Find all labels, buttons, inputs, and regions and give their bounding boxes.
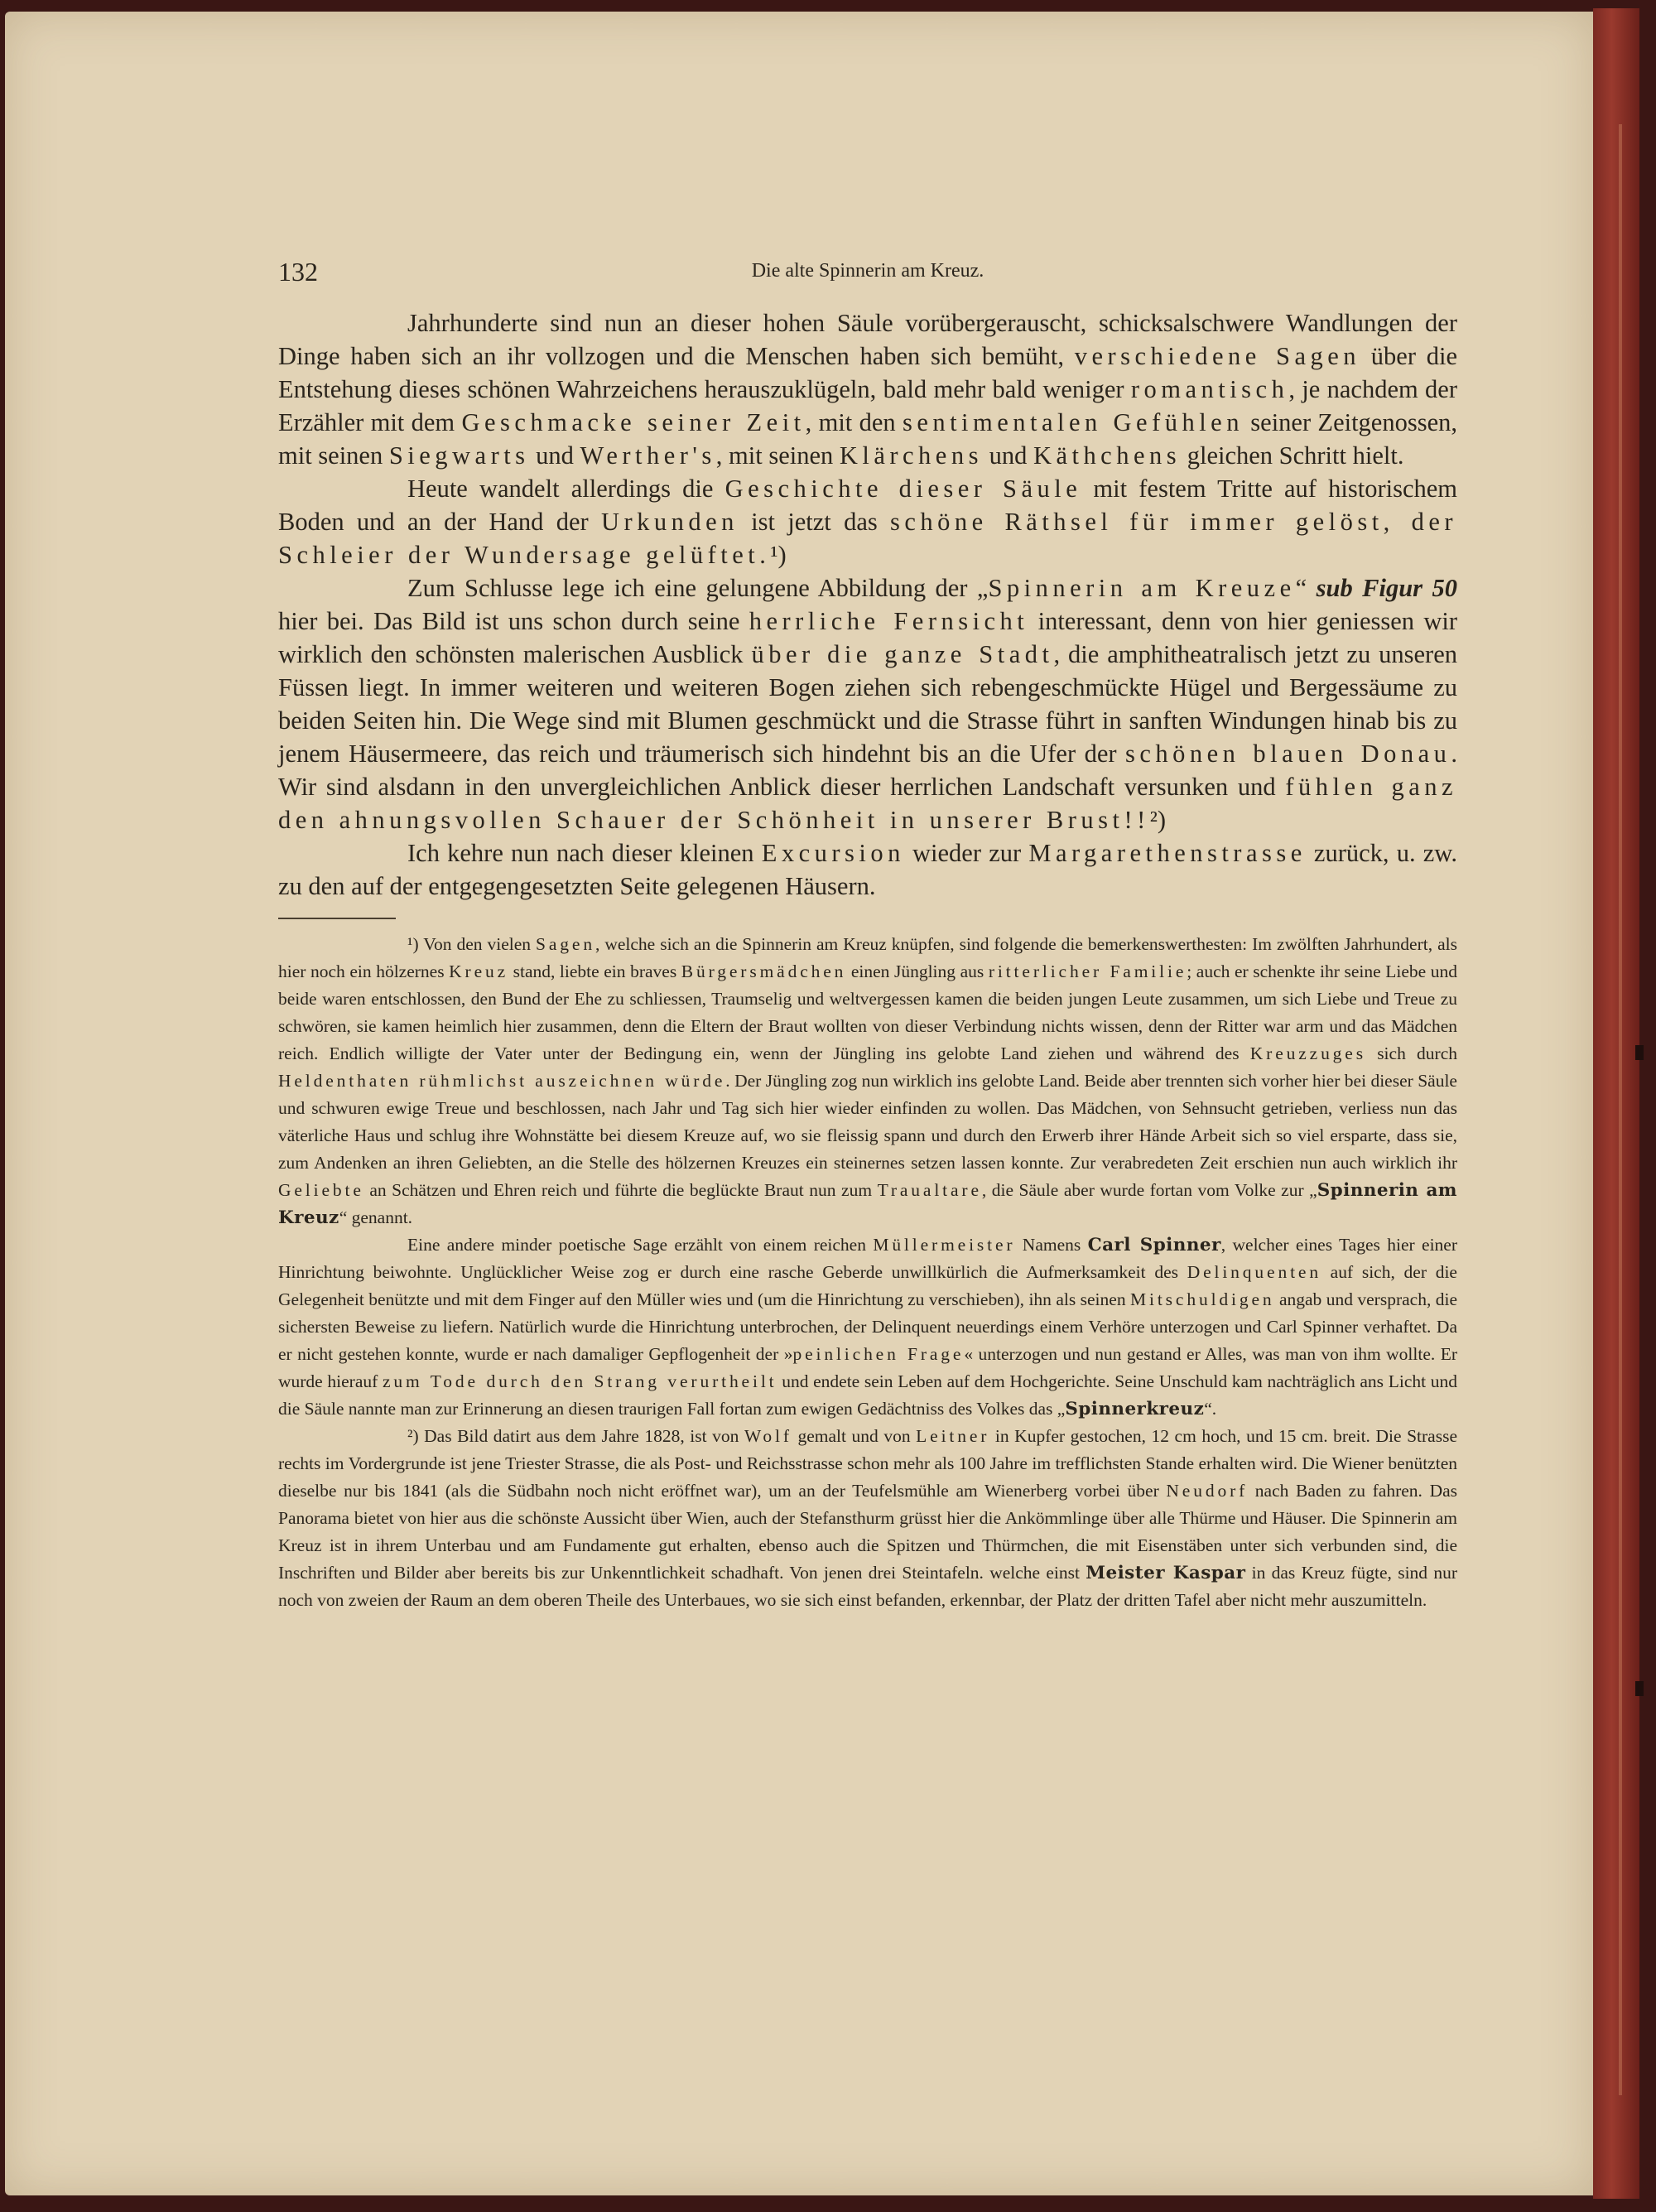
spaced-text: Mitschuldigen bbox=[1130, 1289, 1275, 1309]
spaced-text: Geschichte dieser Säule bbox=[724, 475, 1082, 503]
text-run: und endete sein Leben auf dem Hochgerichte. Seine Unschuld kam nachträglich ans Licht und die Säule nannte man zur Erinnerung an diesen traurigen Fall fortan zum ewigen Gedächtniss des Volkes das „ bbox=[278, 1371, 1458, 1419]
footnote-ref: ²) bbox=[1149, 806, 1167, 834]
text-run: , welche sich an die Spinnerin am Kreuz knüpfen, sind folgende die bemerkenswerthesten: Im zwölften Jahrhundert, als hier noch ein hölzernes bbox=[278, 934, 1457, 981]
spaced-text: Margarethenstrasse bbox=[1028, 839, 1307, 867]
spaced-text: romantisch bbox=[1130, 375, 1289, 403]
text-run: , je nachdem der Erzähler mit dem bbox=[278, 375, 1457, 436]
spaced-text: Geschmacke seiner Zeit bbox=[461, 408, 806, 436]
spaced-text: Bürgersmädchen bbox=[681, 961, 847, 981]
text-run: sich durch bbox=[1365, 1043, 1457, 1063]
text-run: in das Kreuz fügte, sind nur noch von zweien der Raum an dem oberen Theile des Unterbaues, wo sie sich einst befanden, erkennbar, der Platz der dritten Tafel aber nicht mehr auszumitteln. bbox=[278, 1563, 1457, 1610]
text-run: , die Säule aber wurde fortan vom Volke zur „ bbox=[981, 1180, 1317, 1200]
spaced-text: Sagen bbox=[536, 934, 595, 954]
blackletter-text: Spinnerkreuz bbox=[1065, 1399, 1205, 1419]
edge-mark bbox=[1635, 1681, 1644, 1696]
text-run: “. bbox=[1204, 1399, 1217, 1419]
page-content bbox=[278, 257, 1457, 1614]
page-edge-highlight bbox=[1619, 124, 1622, 2095]
spaced-text: Heldenthaten rühmlichst auszeichnen würde bbox=[278, 1071, 726, 1091]
text-run: Namens bbox=[1015, 1235, 1088, 1255]
spaced-text: Leitner bbox=[916, 1426, 990, 1446]
text-run: ; auch er schenkte ihr seine Liebe und beide waren entschlossen, den Bund der Ehe zu schliessen, Traumselig und weltvergessen kamen die beiden jungen Leute zusammen, um sich Liebe und Treue zu schwören, sie kamen heimlich hier zusammen, denn die Eltern der Braut wollten von dieser Verbindung nichts wissen, denn der Ritter war arm und das Mädchen reich. Endlich willigte der Vater unter der Bedingung ein, wenn der Jüngling ins gelobte Land ziehen und während des bbox=[278, 961, 1457, 1063]
text-run: über die Entstehung dieses schönen Wahrzeichens herauszuklügeln, bald mehr bald weniger bbox=[278, 342, 1457, 403]
text-run: , mit den bbox=[805, 408, 903, 436]
footnote-ref: ¹) bbox=[770, 541, 787, 569]
text-run: stand, liebte ein braves bbox=[508, 961, 681, 981]
text-run: Heute wandelt allerdings die bbox=[407, 475, 725, 503]
spaced-text: Excursion bbox=[761, 839, 905, 867]
spaced-text: Urkunden bbox=[600, 508, 739, 536]
blackletter-text: Carl Spinner bbox=[1087, 1235, 1221, 1255]
spaced-text: schönen blauen Donau bbox=[1125, 740, 1451, 768]
spaced-text: Geliebte bbox=[278, 1180, 364, 1200]
spaced-text: verschiedene Sagen bbox=[1074, 342, 1361, 370]
text-run: wieder zur bbox=[904, 839, 1029, 867]
text-run: und bbox=[982, 441, 1033, 470]
spaced-text: sentimentalen Gefühlen bbox=[902, 408, 1244, 436]
text-run: ¹) Von den vielen bbox=[407, 934, 537, 954]
text-run: Zum Schlusse lege ich eine gelungene Abbildung der „ bbox=[407, 574, 989, 602]
footnote-rule bbox=[278, 918, 396, 919]
text-run: ist jetzt das bbox=[738, 508, 891, 536]
edge-mark bbox=[1635, 1045, 1644, 1060]
text-run: angab und versprach, die sichersten Beweise zu liefern. Natürlich wurde die Hinrichtung unterbrochen, der Delinquent neuerdings einem Verhöre unterzogen und Carl Spinner verhaftet. Da er nicht gestehen konnte, wurde er nach damaliger Gepflogenheit der » bbox=[278, 1289, 1458, 1364]
spaced-text: über die ganze Stadt bbox=[751, 640, 1054, 668]
page-number: 132 bbox=[278, 257, 318, 287]
text-run: nach Baden zu fahren. Das Panorama bietet von hier aus die schönste Aussicht über Wien, auch der Stefansthurm grüsst hier die Ankömmlinge über alle Thürme und Häuser. Die Spinnerin am Kreuz ist in ihrem Unterbau und am Fundamente gut erhalten, ebenso auch die Spitzen und Thürmchen, die mit Eisenstäben unter sich verbunden sind, die Inschriften und Bilder aber bereits bis zur Unkenntlichkeit schadhaft. Von jenen drei Steintafeln. welche einst bbox=[278, 1481, 1458, 1583]
spaced-text: Traualtare bbox=[877, 1180, 982, 1200]
paragraph-4 bbox=[278, 836, 1457, 903]
text-run: ²) Das Bild datirt aus dem Jahre 1828, ist von bbox=[407, 1426, 744, 1446]
spaced-text: schöne Räthsel für immer gelöst, der Schleier der Wundersage gelüftet. bbox=[278, 508, 1457, 569]
spaced-text: Wolf bbox=[744, 1426, 792, 1446]
spaced-text: ritterlicher Familie bbox=[988, 961, 1187, 981]
spaced-text: Kreuz bbox=[449, 961, 509, 981]
blackletter-text: Meister Kaspar bbox=[1086, 1563, 1246, 1583]
footnote-1-continued bbox=[278, 1231, 1457, 1423]
footnote-2 bbox=[278, 1423, 1457, 1614]
text-run: Ich kehre nun nach dieser kleinen bbox=[407, 839, 762, 867]
text-run: hier bei. Das Bild ist uns schon durch seine bbox=[278, 607, 749, 635]
spaced-text: Kreuzzuges bbox=[1249, 1043, 1366, 1063]
text-run: zurück, u. zw. zu den auf der entgegengesetzten Seite gelegenen Häusern. bbox=[278, 839, 1457, 900]
spaced-text: zum Tode durch den Strang verurtheilt bbox=[382, 1371, 777, 1391]
paragraph-1 bbox=[278, 306, 1457, 472]
text-run: , welcher eines Tages hier einer Hinrichtung beiwohnte. Unglücklicher Weise zog er durch eine rasche Geberde unwillkürlich die Aufmerksamkeit des bbox=[278, 1235, 1457, 1282]
text-run: an Schätzen und Ehren reich und führte die beglückte Braut nun zum bbox=[363, 1180, 878, 1200]
page-header bbox=[278, 257, 1457, 290]
text-run: gleichen Schritt hielt. bbox=[1181, 441, 1404, 470]
page-stack-edge bbox=[1593, 8, 1639, 2199]
text-run: gemalt und von bbox=[792, 1426, 917, 1446]
blackletter-text: Spinnerin am Kreuz bbox=[278, 1180, 1457, 1228]
paragraph-2 bbox=[278, 472, 1457, 571]
text-run: seiner Zeitgenossen, mit seinen bbox=[278, 408, 1457, 470]
spaced-text: Käthchens bbox=[1033, 441, 1182, 470]
spaced-text: Werther's bbox=[580, 441, 716, 470]
text-run: auf sich, der die Gelegenheit benützte und mit dem Finger auf den Müller wies und (um die Hinrichtung zu verschieben), ihn als seinen bbox=[278, 1262, 1457, 1309]
text-run: , die amphitheatralisch jetzt zu unseren Füssen liegt. In immer weiteren und weiteren Bogen ziehen sich rebengeschmückte Hügel und Bergessäume zu beiden Seiten hin. Die Wege sind mit Blumen geschmückt und die Strasse führt in sanften Windungen hinab bis zu jenem Häusermeere, das reich und träumerisch sich hindehnt bis an die Ufer der bbox=[278, 640, 1458, 768]
footnote-1 bbox=[278, 931, 1457, 1231]
text-run: « unterzogen und nun gestand er Alles, was man von ihm wollte. Er wurde hierauf bbox=[278, 1344, 1458, 1391]
figure-reference: sub Figur 50 bbox=[1316, 574, 1457, 602]
text-run: in Kupfer gestochen, 12 cm hoch, und 15 cm. breit. Die Strasse rechts im Vordergrunde ist jene Triester Strasse, die als Post- und Reichsstrasse schon mehr als 100 Jahre im trefflichsten Stande erhalten wird. Die Wiener benützten dieselbe nur bis 1841 (als die Südbahn noch nicht eröffnet war), um an der Teufelsmühle am Wienerberg vorbei über bbox=[278, 1426, 1457, 1501]
text-run: . Der Jüngling zog nun wirklich ins gelobte Land. Beide aber trennten sich vorher hier bei dieser Säule und schwuren ewige Treue und beschlossen, nach Jahr und Tag sich hier wieder einfinden zu wollen. Das Mädchen, von Sehnsucht getrieben, verliess nun das väterliche Haus und schlug ihre Wohnstätte bei diesem Kreuze auf, wo sie fleissig spann und durch den Erwerb ihrer Hände Arbeit sich so viel ersparte, dass sie, zum Andenken an ihren Geliebten, an die Stelle des hölzernen Kreuzes ein steinernes setzen lassen konnte. Zur verabredeten Zeit erschien nun auch wirklich ihr bbox=[278, 1071, 1457, 1173]
spaced-text: Delinquenten bbox=[1187, 1262, 1321, 1282]
spaced-text: Spinnerin am Kreuze bbox=[988, 574, 1296, 602]
text-run: interessant, denn von hier geniessen wir wirklich den schönsten malerischen Ausblick bbox=[278, 607, 1457, 668]
text-run: , mit seinen bbox=[715, 441, 840, 470]
spaced-text: Neudorf bbox=[1166, 1481, 1249, 1501]
running-title: Die alte Spinnerin am Kreuz. bbox=[751, 260, 984, 282]
text-run: mit festem Tritte auf historischem Boden und an der Hand der bbox=[278, 475, 1457, 536]
text-run: einen Jüngling aus bbox=[846, 961, 989, 981]
text-run: Eine andere minder poetische Sage erzählt von einem reichen bbox=[407, 1235, 874, 1255]
text-run: Jahrhunderte sind nun an dieser hohen Säule vorübergerauscht, schicksalschwere Wandlungen der Dinge haben sich an ihr vollzogen und die Menschen haben sich bemüht, bbox=[278, 309, 1457, 370]
text-run: . Wir sind alsdann in den unvergleichlichen Anblick dieser herrlichen Landschaft versunken und bbox=[278, 740, 1457, 801]
text-run: “ bbox=[1295, 574, 1317, 602]
spaced-text: fühlen ganz den ahnungsvollen Schauer der Schönheit in unserer Brust!! bbox=[278, 773, 1457, 834]
spaced-text: peinlichen Frage bbox=[792, 1344, 965, 1364]
spaced-text: Klärchens bbox=[839, 441, 983, 470]
spaced-text: Siegwarts bbox=[388, 441, 530, 470]
spaced-text: Müllermeister bbox=[873, 1235, 1016, 1255]
text-run: “ genannt. bbox=[339, 1207, 413, 1227]
paragraph-3 bbox=[278, 571, 1457, 836]
text-run: und bbox=[529, 441, 580, 470]
spaced-text: herrliche Fernsicht bbox=[749, 607, 1029, 635]
